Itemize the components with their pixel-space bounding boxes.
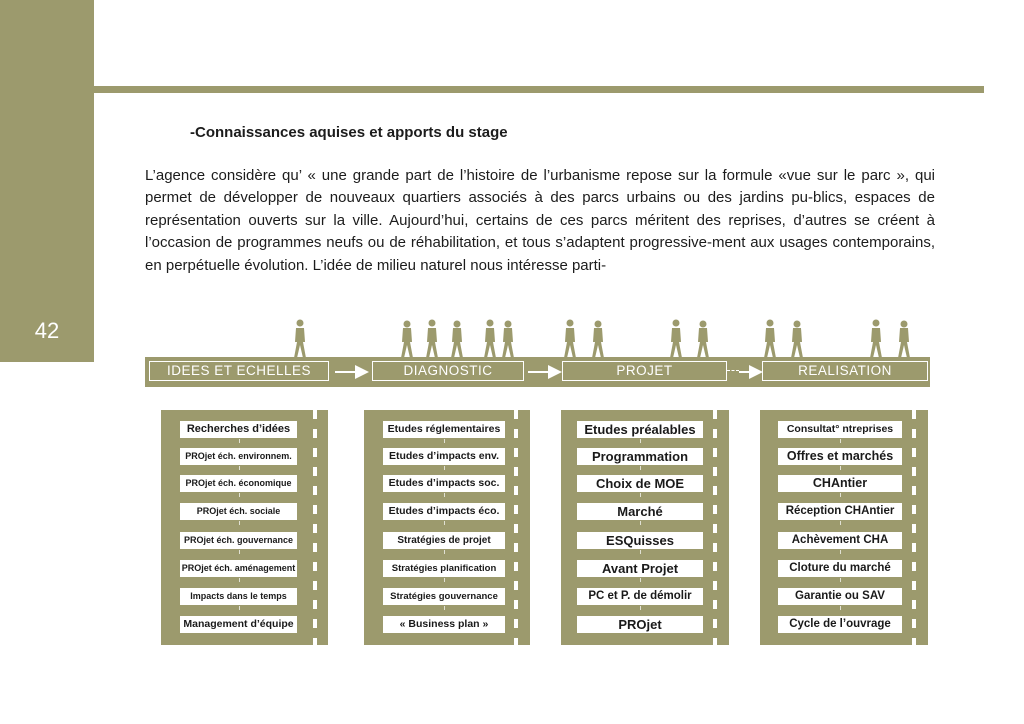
process-step-box: Offres et marchés bbox=[778, 448, 902, 465]
walking-person-icon bbox=[764, 320, 776, 359]
connector-tick bbox=[640, 466, 641, 470]
connector-tick bbox=[640, 493, 641, 497]
connector-tick bbox=[444, 466, 445, 470]
connector-tick bbox=[239, 493, 240, 497]
column-dashed-rail bbox=[313, 410, 317, 645]
process-step-box: PROjet éch. gouvernance bbox=[180, 532, 297, 549]
process-step-box: Cycle de l’ouvrage bbox=[778, 616, 902, 633]
process-step-box: Recherches d’idées bbox=[180, 421, 297, 438]
connector-tick bbox=[239, 606, 240, 610]
process-step-box: Etudes d’impacts env. bbox=[383, 448, 505, 465]
left-color-strip bbox=[0, 0, 94, 362]
connector-tick bbox=[840, 439, 841, 443]
connector-tick bbox=[840, 578, 841, 582]
walking-person-icon bbox=[791, 321, 803, 359]
connector-tick bbox=[239, 550, 240, 554]
process-step-box: CHAntier bbox=[778, 475, 902, 492]
walking-person-icon bbox=[502, 321, 514, 359]
process-step-box: Garantie ou SAV bbox=[778, 588, 902, 605]
process-step-box: PROjet bbox=[577, 616, 703, 633]
column-dashed-rail bbox=[514, 410, 518, 645]
process-step-box: Choix de MOE bbox=[577, 475, 703, 492]
section-heading: -Connaissances aquises et apports du stage bbox=[190, 124, 508, 141]
walking-person-icon bbox=[592, 321, 604, 359]
process-step-box: Etudes préalables bbox=[577, 421, 703, 438]
walking-person-icon bbox=[401, 321, 413, 359]
process-step-box: ESQuisses bbox=[577, 532, 703, 549]
process-step-box: Etudes d’impacts éco. bbox=[383, 503, 505, 520]
process-step-box: PC et P. de démolir bbox=[577, 588, 703, 605]
connector-line bbox=[727, 370, 739, 371]
process-step-box: Impacts dans le temps bbox=[180, 588, 297, 605]
walking-person-icon bbox=[451, 321, 463, 359]
connector-tick bbox=[840, 466, 841, 470]
walking-person-icon bbox=[697, 321, 709, 359]
top-rule bbox=[94, 86, 984, 93]
phase-diagnostic: DIAGNOSTIC bbox=[372, 361, 524, 381]
walking-person-icon bbox=[294, 320, 306, 359]
process-step-box: Management d’équipe bbox=[180, 616, 297, 633]
arrow-right-icon bbox=[528, 361, 562, 383]
column-realisation bbox=[760, 410, 928, 645]
column-projet bbox=[561, 410, 729, 645]
arrow-right-icon bbox=[739, 361, 763, 383]
walking-person-icon bbox=[426, 320, 438, 359]
connector-tick bbox=[239, 439, 240, 443]
arrow-right-icon bbox=[335, 361, 369, 383]
process-step-box: Avant Projet bbox=[577, 560, 703, 577]
process-step-box: Consultat° ntreprises bbox=[778, 421, 902, 438]
walking-person-icon bbox=[670, 320, 682, 359]
process-step-box: Stratégies planification bbox=[383, 560, 505, 577]
process-step-box: Etudes réglementaires bbox=[383, 421, 505, 438]
process-step-box: Etudes d’impacts soc. bbox=[383, 475, 505, 492]
process-step-box: PROjet éch. aménagement bbox=[180, 560, 297, 577]
process-step-box: PROjet éch. environnem. bbox=[180, 448, 297, 465]
connector-tick bbox=[640, 606, 641, 610]
walking-person-icon bbox=[870, 320, 882, 359]
walking-person-icon bbox=[484, 320, 496, 359]
connector-tick bbox=[840, 606, 841, 610]
body-paragraph: L’agence considère qu’ « une grande part de l’histoire de l’urbanisme repose sur la formule «vue sur le parc », qui permet de développer de nouveaux quartiers associés à des parcs urbains ou des jardins pu-blics, espaces de représentation ouverts sur la ville. Aujourd’hui, certains de ces parcs méritent des reprises, d’autres se créent à l’occasion de programmes neufs ou de réhabilitation, et tous s’adaptent progressive-ment aux usages contemporains, en perpétuelle évolution. L’idée de milieu naturel nous intéresse parti- bbox=[145, 167, 935, 274]
connector-tick bbox=[239, 578, 240, 582]
connector-tick bbox=[840, 493, 841, 497]
process-step-box: PROjet éch. économique bbox=[180, 475, 297, 492]
column-ideas-echelles bbox=[161, 410, 328, 645]
column-dashed-rail bbox=[912, 410, 916, 645]
process-step-box: « Business plan » bbox=[383, 616, 505, 633]
walking-person-icon bbox=[898, 321, 910, 359]
connector-tick bbox=[444, 550, 445, 554]
phase-ideas-echelles: IDEES ET ECHELLES bbox=[149, 361, 329, 381]
process-step-box: Achèvement CHA bbox=[778, 532, 902, 549]
connector-tick bbox=[640, 521, 641, 525]
process-step-box: Stratégies de projet bbox=[383, 532, 505, 549]
walking-person-icon bbox=[564, 320, 576, 359]
connector-tick bbox=[444, 578, 445, 582]
connector-tick bbox=[444, 493, 445, 497]
connector-tick bbox=[444, 606, 445, 610]
column-diagnostic bbox=[364, 410, 530, 645]
phase-band bbox=[145, 357, 930, 387]
connector-tick bbox=[640, 550, 641, 554]
connector-tick bbox=[840, 550, 841, 554]
connector-tick bbox=[640, 439, 641, 443]
connector-tick bbox=[239, 521, 240, 525]
phase-realisation: REALISATION bbox=[762, 361, 928, 381]
walking-people-illustration bbox=[0, 318, 1024, 360]
process-step-box: Cloture du marché bbox=[778, 560, 902, 577]
process-step-box: Stratégies gouvernance bbox=[383, 588, 505, 605]
process-step-box: Réception CHAntier bbox=[778, 503, 902, 520]
process-step-box: PROjet éch. sociale bbox=[180, 503, 297, 520]
connector-tick bbox=[444, 521, 445, 525]
process-step-box: Programmation bbox=[577, 448, 703, 465]
connector-tick bbox=[239, 466, 240, 470]
page-number: 42 bbox=[34, 318, 60, 343]
connector-tick bbox=[640, 578, 641, 582]
process-step-box: Marché bbox=[577, 503, 703, 520]
phase-projet: PROJET bbox=[562, 361, 727, 381]
connector-tick bbox=[840, 521, 841, 525]
column-dashed-rail bbox=[713, 410, 717, 645]
connector-tick bbox=[444, 439, 445, 443]
